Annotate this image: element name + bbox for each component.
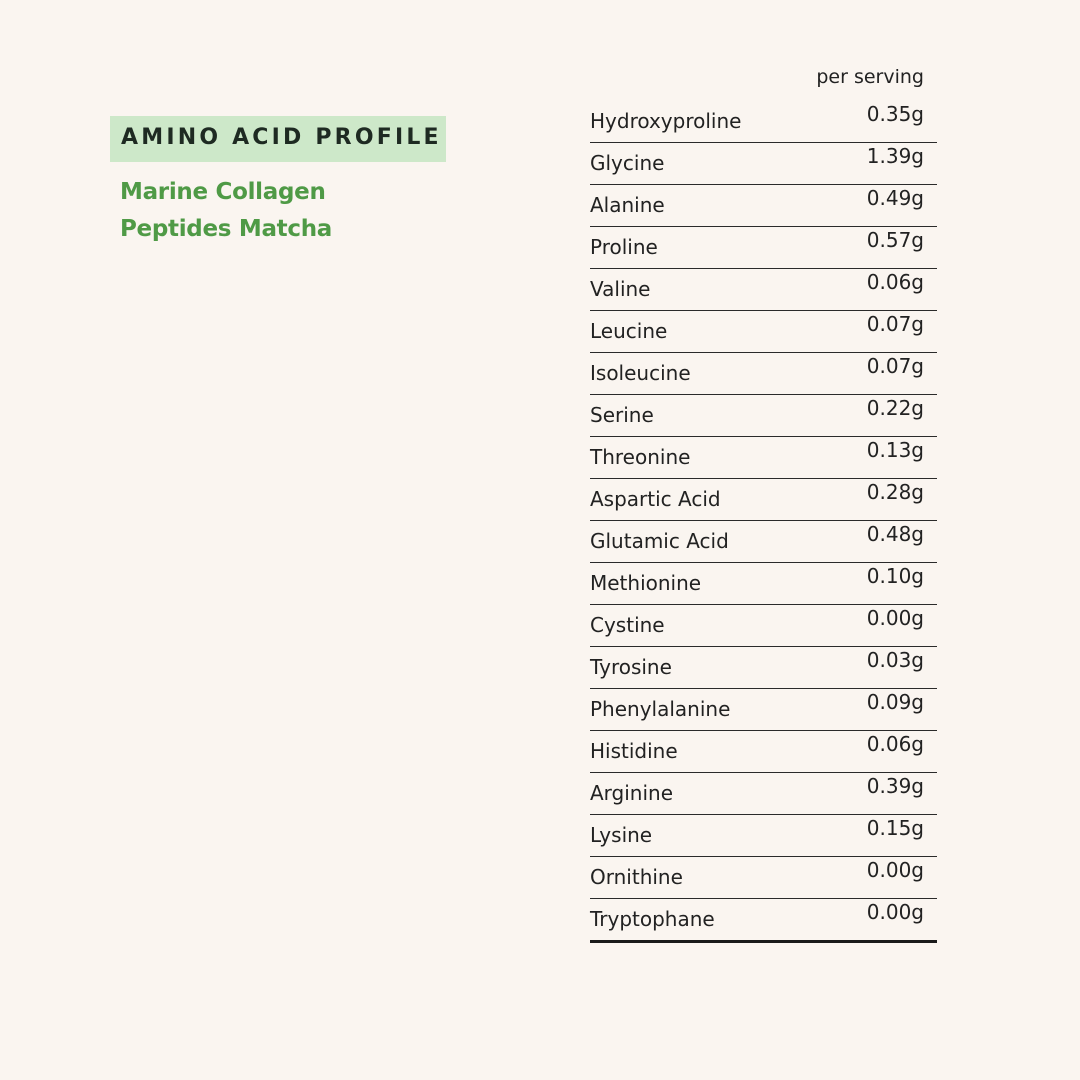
amino-acid-value: 0.35g	[866, 101, 924, 126]
amino-acid-name: Phenylalanine	[590, 696, 731, 721]
table-row	[590, 731, 937, 773]
amino-acid-value: 0.07g	[866, 311, 924, 336]
title-highlight	[110, 116, 446, 162]
table-row	[590, 143, 937, 185]
table-row	[590, 605, 937, 647]
amino-acid-value: 0.28g	[866, 479, 924, 504]
table-row	[590, 521, 937, 563]
page-title: AMINO ACID PROFILE	[121, 125, 442, 150]
amino-acid-name: Lysine	[590, 822, 653, 847]
product-name	[120, 174, 440, 248]
table-row	[590, 269, 937, 311]
amino-acid-name: Methionine	[590, 570, 702, 595]
amino-acid-name: Aspartic Acid	[590, 486, 721, 511]
amino-acid-name: Leucine	[590, 318, 668, 343]
amino-acid-name: Arginine	[590, 780, 674, 805]
amino-acid-name: Proline	[590, 234, 658, 259]
amino-acid-value: 0.00g	[866, 857, 924, 882]
amino-acid-name: Histidine	[590, 738, 678, 763]
table-row	[590, 899, 937, 943]
amino-acid-name: Ornithine	[590, 864, 683, 889]
amino-acid-value: 0.48g	[866, 521, 924, 546]
amino-acid-table	[590, 101, 937, 943]
table-row	[590, 773, 937, 815]
table-row	[590, 185, 937, 227]
amino-acid-value: 0.06g	[866, 269, 924, 294]
amino-acid-value: 1.39g	[866, 143, 924, 168]
table-row	[590, 311, 937, 353]
amino-acid-value: 0.57g	[866, 227, 924, 252]
amino-acid-value: 0.00g	[866, 605, 924, 630]
amino-acid-name: Isoleucine	[590, 360, 691, 385]
product-name-line-1: Marine Collagen	[120, 179, 326, 205]
amino-acid-value: 0.03g	[866, 647, 924, 672]
amino-acid-value: 0.07g	[866, 353, 924, 378]
table-row	[590, 353, 937, 395]
amino-acid-name: Serine	[590, 402, 654, 427]
column-header-per-serving: per serving	[816, 66, 924, 88]
amino-acid-value: 0.13g	[866, 437, 924, 462]
amino-acid-value: 0.39g	[866, 773, 924, 798]
amino-acid-name: Glutamic Acid	[590, 528, 729, 553]
table-row	[590, 815, 937, 857]
table-row	[590, 101, 937, 143]
table-row	[590, 689, 937, 731]
table-row	[590, 437, 937, 479]
amino-acid-name: Hydroxyproline	[590, 108, 742, 133]
amino-acid-name: Tryptophane	[590, 906, 715, 931]
amino-acid-value: 0.15g	[866, 815, 924, 840]
amino-acid-name: Cystine	[590, 612, 665, 637]
amino-acid-name: Tyrosine	[590, 654, 672, 679]
amino-acid-name: Threonine	[590, 444, 691, 469]
amino-acid-value: 0.49g	[866, 185, 924, 210]
amino-acid-value: 0.09g	[866, 689, 924, 714]
amino-acid-name: Alanine	[590, 192, 665, 217]
amino-acid-value: 0.06g	[866, 731, 924, 756]
amino-acid-name: Glycine	[590, 150, 665, 175]
table-row	[590, 647, 937, 689]
table-row	[590, 563, 937, 605]
amino-acid-value: 0.10g	[866, 563, 924, 588]
table-row	[590, 227, 937, 269]
table-row	[590, 857, 937, 899]
product-name-line-2: Peptides Matcha	[120, 216, 332, 242]
table-row	[590, 395, 937, 437]
amino-acid-value: 0.00g	[866, 899, 924, 924]
amino-acid-name: Valine	[590, 276, 651, 301]
table-row	[590, 479, 937, 521]
amino-acid-value: 0.22g	[866, 395, 924, 420]
